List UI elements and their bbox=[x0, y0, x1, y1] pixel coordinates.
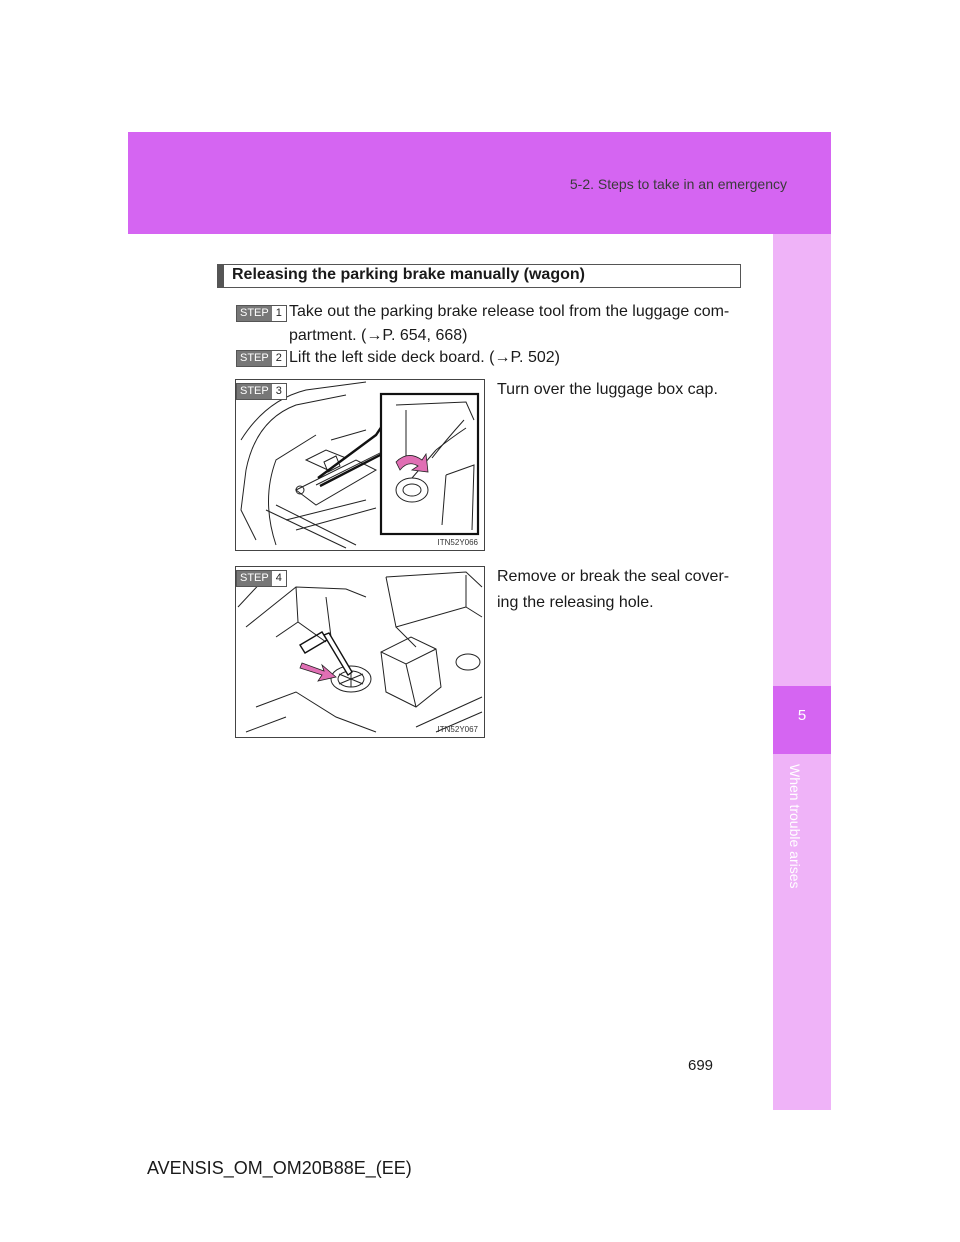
step-number: 1 bbox=[275, 307, 282, 319]
step-badge-1 bbox=[236, 305, 287, 322]
figure-code: ITN52Y067 bbox=[437, 725, 478, 734]
step-3-text: Turn over the luggage box cap. bbox=[497, 381, 718, 398]
step-badge-4 bbox=[236, 570, 287, 587]
step-number: 3 bbox=[275, 385, 282, 397]
chapter-header-band bbox=[128, 132, 831, 234]
step-badge-2 bbox=[236, 350, 287, 367]
chapter-number: 5 bbox=[797, 707, 807, 724]
section-heading-box bbox=[217, 264, 741, 288]
page-number: 699 bbox=[688, 1057, 714, 1074]
luggage-box-cap-illustration bbox=[236, 380, 484, 550]
step-1-text-line1: Take out the parking brake release tool from the luggage com- bbox=[289, 303, 730, 320]
step-word: STEP bbox=[237, 306, 272, 321]
step-word: STEP bbox=[237, 384, 272, 399]
section-heading-bar bbox=[218, 265, 224, 287]
step-badge-3 bbox=[236, 383, 287, 400]
step-number: 2 bbox=[275, 352, 282, 364]
step-2-text: Lift the left side deck board. (→P. 502) bbox=[289, 349, 560, 366]
chapter-title: When trouble arises bbox=[787, 764, 803, 889]
direction-arrow-icon bbox=[300, 663, 336, 681]
step-4-text-line2: ing the releasing hole. bbox=[497, 594, 654, 611]
section-breadcrumb: 5-2. Steps to take in an emergency bbox=[569, 176, 787, 192]
figure-code: ITN52Y066 bbox=[437, 538, 478, 547]
step-4-text-line1: Remove or break the seal cover- bbox=[497, 568, 730, 585]
step-word: STEP bbox=[237, 571, 272, 586]
step-4-illustration bbox=[235, 566, 485, 738]
section-heading: Releasing the parking brake manually (wagon) bbox=[232, 266, 585, 283]
step-3-illustration bbox=[235, 379, 485, 551]
step-1-text-line2: partment. (→P. 654, 668) bbox=[289, 327, 468, 344]
release-hole-seal-illustration bbox=[236, 567, 484, 737]
chapter-side-tab[interactable] bbox=[773, 234, 831, 1110]
step-word: STEP bbox=[237, 351, 272, 366]
step-number: 4 bbox=[275, 572, 282, 584]
document-code: AVENSIS_OM_OM20B88E_(EE) bbox=[147, 1158, 412, 1178]
